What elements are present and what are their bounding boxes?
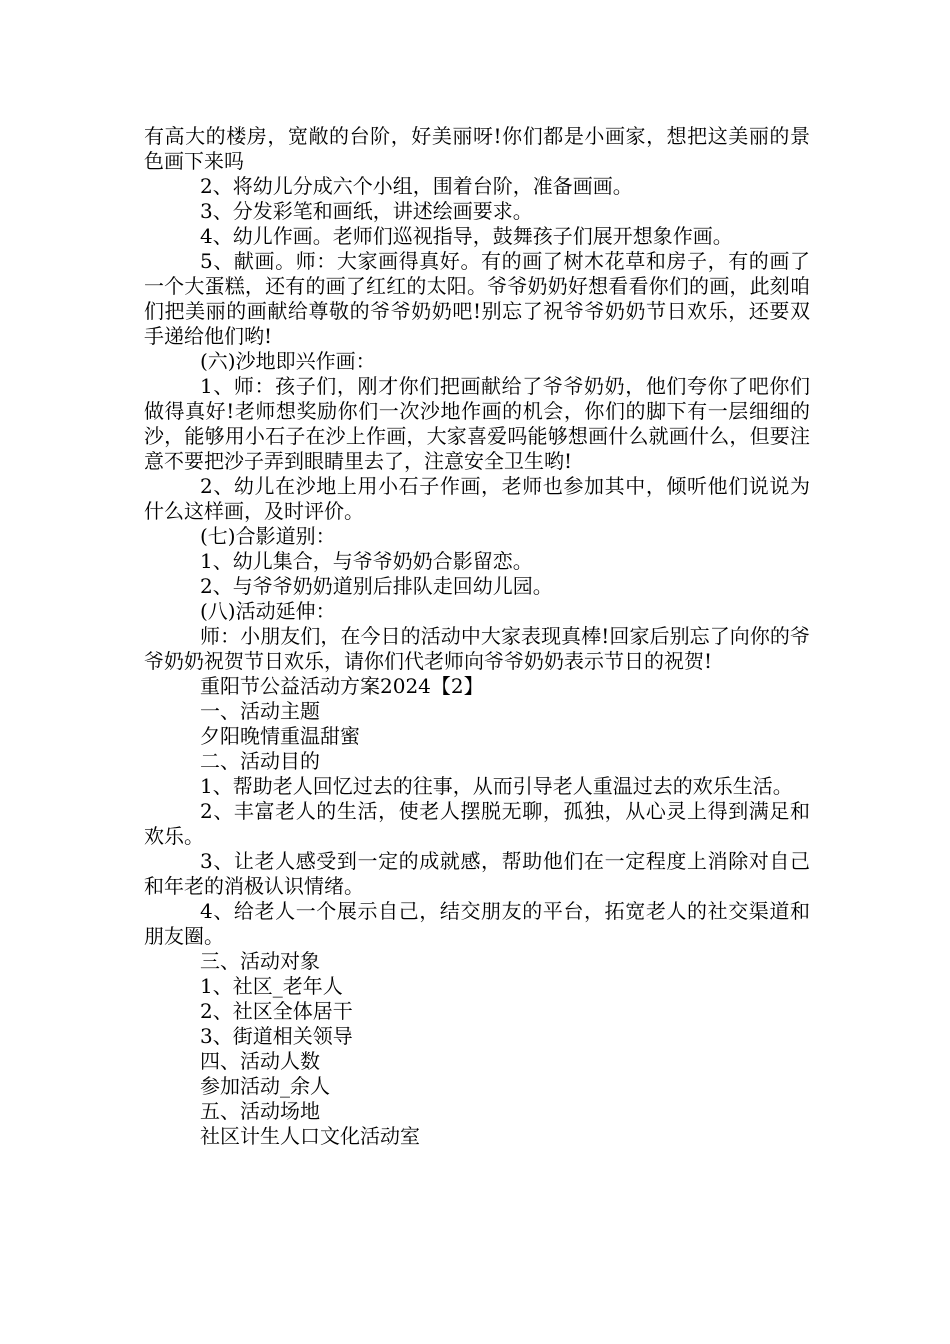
paragraph-step-5: 5、献画。师：大家画得真好。有的画了树木花草和房子，有的画了一个大蛋糕，还有的画了红红的太阳。爷爷奶奶好想看看你们的画，此刻咱们把美丽的画献给尊敬的爷爷奶奶吧!别忘了祝爷爷奶奶节日欢乐，还要双手递给他们哟! xyxy=(144,249,810,348)
paragraph-step-4: 4、幼儿作画。老师们巡视指导，鼓舞孩子们展开想象作画。 xyxy=(200,224,733,248)
paragraph-target-2: 2、社区全体居干 xyxy=(200,999,353,1023)
document-body xyxy=(144,124,810,1149)
plan-title-2: 重阳节公益活动方案2024【2】 xyxy=(200,674,484,698)
paragraph-activity-venue: 社区计生人口文化活动室 xyxy=(200,1124,420,1148)
paragraph-extension-text: 师：小朋友们，在今日的活动中大家表现真棒!回家后别忘了向你的爷爷奶奶祝贺节日欢乐，请你们代老师向爷爷奶奶表示节日的祝贺! xyxy=(144,624,810,673)
heading-activity-purpose: 二、活动目的 xyxy=(200,749,320,773)
paragraph-step-2: 2、将幼儿分成六个小组，围着台阶，准备画画。 xyxy=(200,174,633,198)
section-heading-photo-farewell: (七)合影道别： xyxy=(200,524,336,548)
heading-participant-count: 四、活动人数 xyxy=(200,1049,320,1073)
paragraph-intro-continuation: 有高大的楼房，宽敞的台阶，好美丽呀!你们都是小画家，想把这美丽的景色画下来吗 xyxy=(144,124,810,173)
paragraph-sand-step-1: 1、师：孩子们，刚才你们把画献给了爷爷奶奶，他们夸你了吧你们做得真好!老师想奖励你们一次沙地作画的机会，你们的脚下有一层细细的沙，能够用小石子在沙上作画，大家喜爱吗能够想画什么就画什么，但要注意不要把沙子弄到眼睛里去了，注意安全卫生哟! xyxy=(144,374,810,473)
heading-activity-venue: 五、活动场地 xyxy=(200,1099,320,1123)
paragraph-activity-theme: 夕阳晚情重温甜蜜 xyxy=(200,724,360,748)
paragraph-farewell-step-1: 1、幼儿集合，与爷爷奶奶合影留恋。 xyxy=(200,549,533,573)
section-heading-sand-drawing: (六)沙地即兴作画： xyxy=(200,349,376,373)
paragraph-sand-step-2: 2、幼儿在沙地上用小石子作画，老师也参加其中，倾听他们说说为什么这样画，及时评价。 xyxy=(144,474,810,523)
paragraph-purpose-4: 4、给老人一个展示自己，结交朋友的平台，拓宽老人的社交渠道和朋友圈。 xyxy=(144,899,810,948)
heading-activity-theme: 一、活动主题 xyxy=(200,699,320,723)
paragraph-purpose-1: 1、帮助老人回忆过去的往事，从而引导老人重温过去的欢乐生活。 xyxy=(200,774,793,798)
paragraph-farewell-step-2: 2、与爷爷奶奶道别后排队走回幼儿园。 xyxy=(200,574,553,598)
paragraph-purpose-2: 2、丰富老人的生活，使老人摆脱无聊，孤独，从心灵上得到满足和欢乐。 xyxy=(144,799,810,848)
paragraph-target-3: 3、街道相关领导 xyxy=(200,1024,353,1048)
paragraph-target-1: 1、社区_老年人 xyxy=(200,974,343,998)
section-heading-extension: (八)活动延伸： xyxy=(200,599,336,623)
paragraph-purpose-3: 3、让老人感受到一定的成就感，帮助他们在一定程度上消除对自己和年老的消极认识情绪。 xyxy=(144,849,810,898)
paragraph-participant-count: 参加活动_余人 xyxy=(200,1074,330,1098)
paragraph-step-3: 3、分发彩笔和画纸，讲述绘画要求。 xyxy=(200,199,533,223)
heading-activity-target: 三、活动对象 xyxy=(200,949,320,973)
